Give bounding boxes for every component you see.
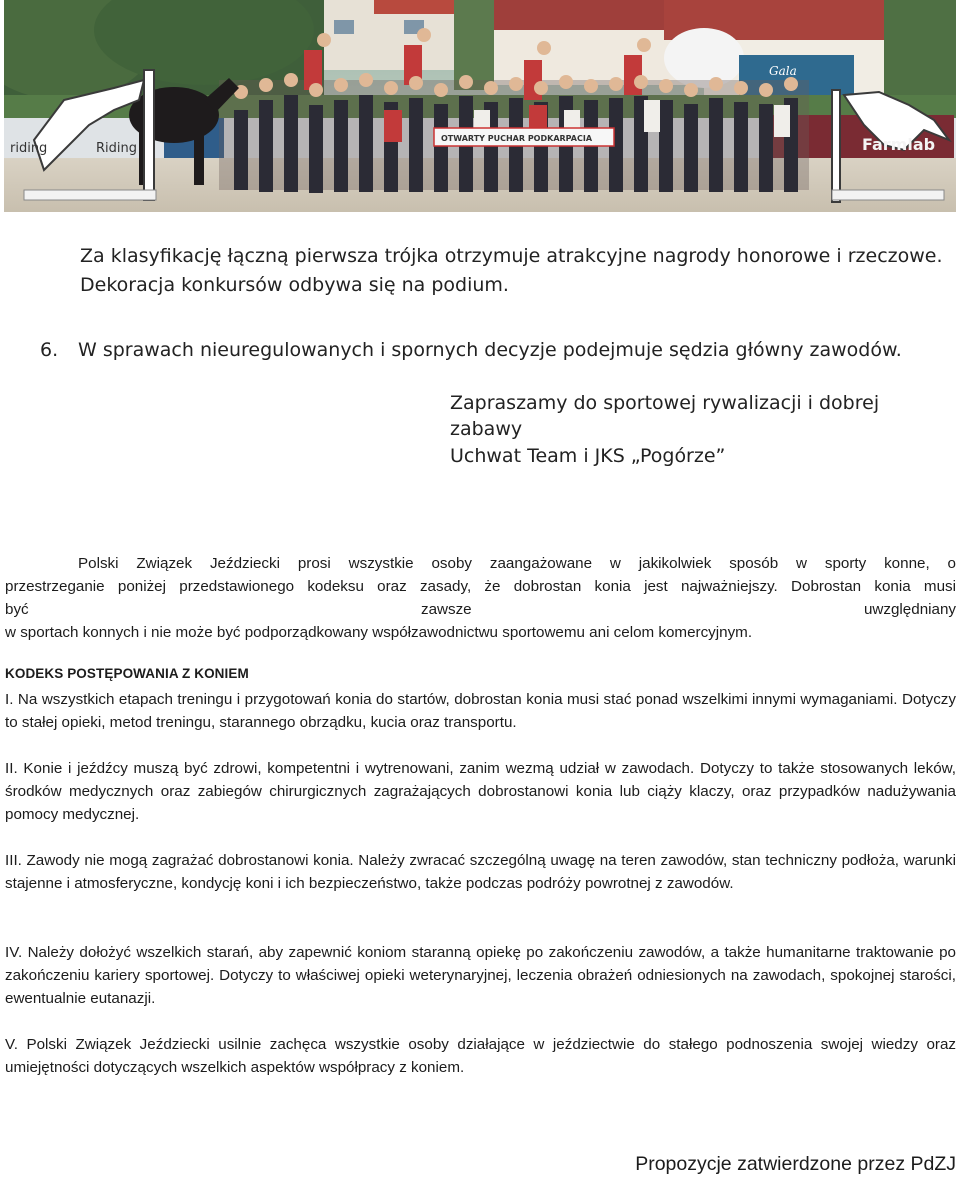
code-point-3: III. Zawody nie mogą zagrażać dobrostanowi konia. Należy zwracać szczególną uwagę na teren zawodów, stan techniczny podłoża, warunki stajenne i atmosferyczne, kondycję koni i ich bezpieczeństwo, także podczas podróży powrotnej z zawodów. bbox=[5, 852, 956, 892]
sponsor-text-right: Farmlab bbox=[862, 135, 936, 154]
point-6-text: W sprawach nieuregulowanych i spornych decyzje podejmuje sędzia główny zawodów. bbox=[78, 339, 902, 361]
code-point-2: II. Konie i jeźdźcy muszą być zdrowi, kompetentni i wytrenowani, zanim wezmą udział w zawodach. Dotyczy to także stosowanych leków, środków medycznych oraz zabiegów chirurgicznych zagrażających dobrostanowi konia lub ciąży klaczy, oraz przypadków nadużywania pomocy medycznej. bbox=[5, 760, 956, 823]
invitation: Zapraszamy do sportowej rywalizacji i dobrej zabawy bbox=[450, 392, 880, 440]
code-point-4: IV. Należy dołożyć wszelkich starań, aby zapewnić koniom staranną opiekę po zakończeniu zawodów, a także humanitarne traktowanie po zakończeniu kariery sportowej. Dotyczy to właściwej opieki weterynaryjnej, leczenia obrażeń odniesionych na zawodach, spokojnej starości, ewentualnie eutanazji. bbox=[5, 944, 956, 1007]
intro-line-2: Dekoracja konkursów odbywa się na podium. bbox=[80, 274, 509, 296]
sponsor-sign: Gala bbox=[769, 64, 797, 78]
pzj-intro-paragraph bbox=[5, 552, 956, 644]
code-point-1: I. Na wszystkich etapach treningu i przygotowań konia do startów, dobrostan konia musi stać ponad wszelkimi innymi wymaganiami. Dotyczy to stałej opieki, metod treningu, starannego obrządku, kucia oraz transportu. bbox=[5, 691, 956, 731]
pzj-intro-line-3: być zawsze uwzględniany bbox=[5, 601, 956, 618]
approval-footer: Propozycje zatwierdzone przez PdZJ bbox=[635, 1153, 956, 1175]
group-photo-illustration bbox=[4, 0, 956, 212]
pzj-intro-line-4: w sportach konnych i nie może być podporządkowany współzawodnictwu sportowemu ani celom komercyjnym. bbox=[5, 624, 753, 641]
point-6-number: 6. bbox=[40, 339, 59, 361]
intro-line-1: Za klasyfikację łączną pierwsza trójka otrzymuje atrakcyjne nagrody honorowe i rzeczowe. bbox=[80, 245, 943, 267]
point-6 bbox=[40, 337, 940, 363]
photo-banner-text: OTWARTY PUCHAR PODKARPACIA bbox=[441, 134, 593, 143]
code-point-5: V. Polski Związek Jeździecki usilnie zachęca wszystkie osoby działające w jeździectwie do stałego podnoszenia swojej wiedzy oraz umiejętności dotyczących wszelkich aspektów współpracy z koniem. bbox=[5, 1036, 956, 1076]
sponsor-text-left: Riding bbox=[96, 141, 137, 156]
code-title: KODEKS POSTĘPOWANIA Z KONIEM bbox=[5, 666, 249, 681]
signoff: Uchwat Team i JKS „Pogórze” bbox=[450, 445, 726, 467]
group-photo bbox=[4, 0, 956, 212]
sponsor-text-left-2: riding bbox=[10, 141, 48, 156]
pzj-intro-line-1: Polski Związek Jeździecki prosi wszystkie osoby zaangażowane w jakikolwiek sposób w sporty konne, o bbox=[78, 555, 956, 572]
pzj-intro-line-2: przestrzeganie poniżej przedstawionego kodeksu oraz zasady, że dobrostan konia jest najważniejszy. Dobrostan konia musi bbox=[5, 578, 956, 595]
